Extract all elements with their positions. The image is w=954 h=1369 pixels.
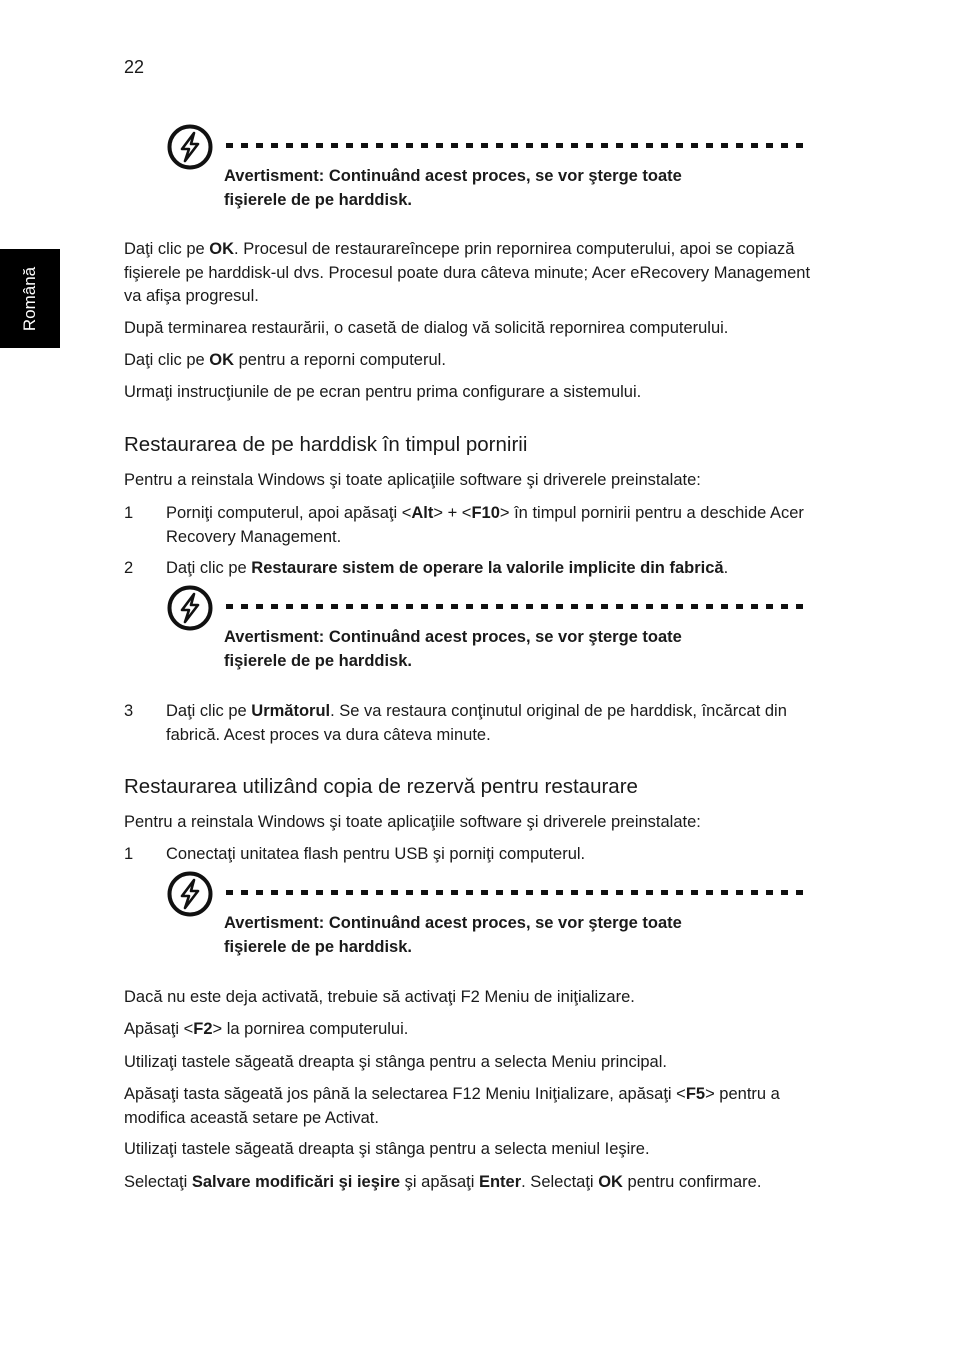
paragraph: Apăsaţi <F2> la pornirea computerului. bbox=[124, 1020, 409, 1038]
warning-lightning-icon bbox=[167, 871, 213, 917]
warning-lightning-icon bbox=[167, 585, 213, 631]
language-side-tab bbox=[0, 249, 60, 348]
paragraph: Utilizaţi tastele săgeată dreapta şi stânga pentru a selecta Meniu principal. bbox=[124, 1053, 667, 1071]
paragraph: Selectaţi Salvare modificări şi ieşire şi apăsaţi Enter. Selectaţi OK pentru confirmare. bbox=[124, 1173, 762, 1191]
paragraph: Dacă nu este deja activată, trebuie să activaţi F2 Meniu de iniţializare. bbox=[124, 988, 635, 1006]
warning-text: Avertisment: Continuând acest proces, se vor şterge toate fişierele de pe harddisk. bbox=[224, 628, 682, 670]
step-number: 1 bbox=[124, 504, 134, 522]
warning-lightning-icon bbox=[167, 124, 213, 170]
step-number: 3 bbox=[124, 702, 134, 720]
warning-text: Avertisment: Continuând acest proces, se vor şterge toate fişierele de pe harddisk. bbox=[224, 167, 682, 209]
step-number: 2 bbox=[124, 559, 134, 577]
paragraph: Utilizaţi tastele săgeată dreapta şi stânga pentru a selecta meniul Ieşire. bbox=[124, 1140, 650, 1158]
step-text: Daţi clic pe Restaurare sistem de operare la valorile implicite din fabrică. bbox=[166, 559, 729, 577]
warning-divider bbox=[226, 143, 808, 148]
warning-divider bbox=[226, 604, 808, 609]
paragraph: Apăsaţi tasta săgeată jos până la selectarea F12 Meniu Iniţializare, apăsaţi <F5> pentru a modifica această setare pe Activat. bbox=[124, 1085, 780, 1127]
step-text: Daţi clic pe Următorul. Se va restaura conţinutul original de pe harddisk, încărcat din fabrică. Acest proces va dura câteva minute. bbox=[166, 702, 787, 744]
step-number: 1 bbox=[124, 845, 134, 863]
paragraph: După terminarea restaurării, o casetă de dialog vă solicită repornirea computerului. bbox=[124, 319, 729, 337]
paragraph: Daţi clic pe OK. Procesul de restaurareîncepe prin repornirea computerului, apoi se copiază fişierele pe harddisk-ul dvs. Procesul poate dura câteva minute; Acer eRecovery Management va afişa progresul. bbox=[124, 240, 811, 305]
paragraph: Daţi clic pe OK pentru a reporni computerul. bbox=[124, 351, 446, 369]
step-text: Porniţi computerul, apoi apăsaţi <Alt> + <F10> în timpul pornirii pentru a deschide Acer Recovery Management. bbox=[166, 504, 804, 546]
warning-divider bbox=[226, 890, 808, 895]
page-number: 22 bbox=[124, 57, 145, 77]
step-text: Conectaţi unitatea flash pentru USB şi porniţi computerul. bbox=[166, 845, 586, 863]
section-heading: Restaurarea utilizând copia de rezervă pentru restaurare bbox=[124, 775, 638, 798]
paragraph: Urmaţi instrucţiunile de pe ecran pentru prima configurare a sistemului. bbox=[124, 383, 642, 401]
paragraph: Pentru a reinstala Windows şi toate aplicaţiile software şi driverele preinstalate: bbox=[124, 471, 701, 489]
section-heading: Restaurarea de pe harddisk în timpul pornirii bbox=[124, 433, 528, 456]
warning-text: Avertisment: Continuând acest proces, se vor şterge toate fişierele de pe harddisk. bbox=[224, 914, 682, 956]
language-label: Română bbox=[20, 266, 39, 331]
paragraph: Pentru a reinstala Windows şi toate aplicaţiile software şi driverele preinstalate: bbox=[124, 813, 701, 831]
